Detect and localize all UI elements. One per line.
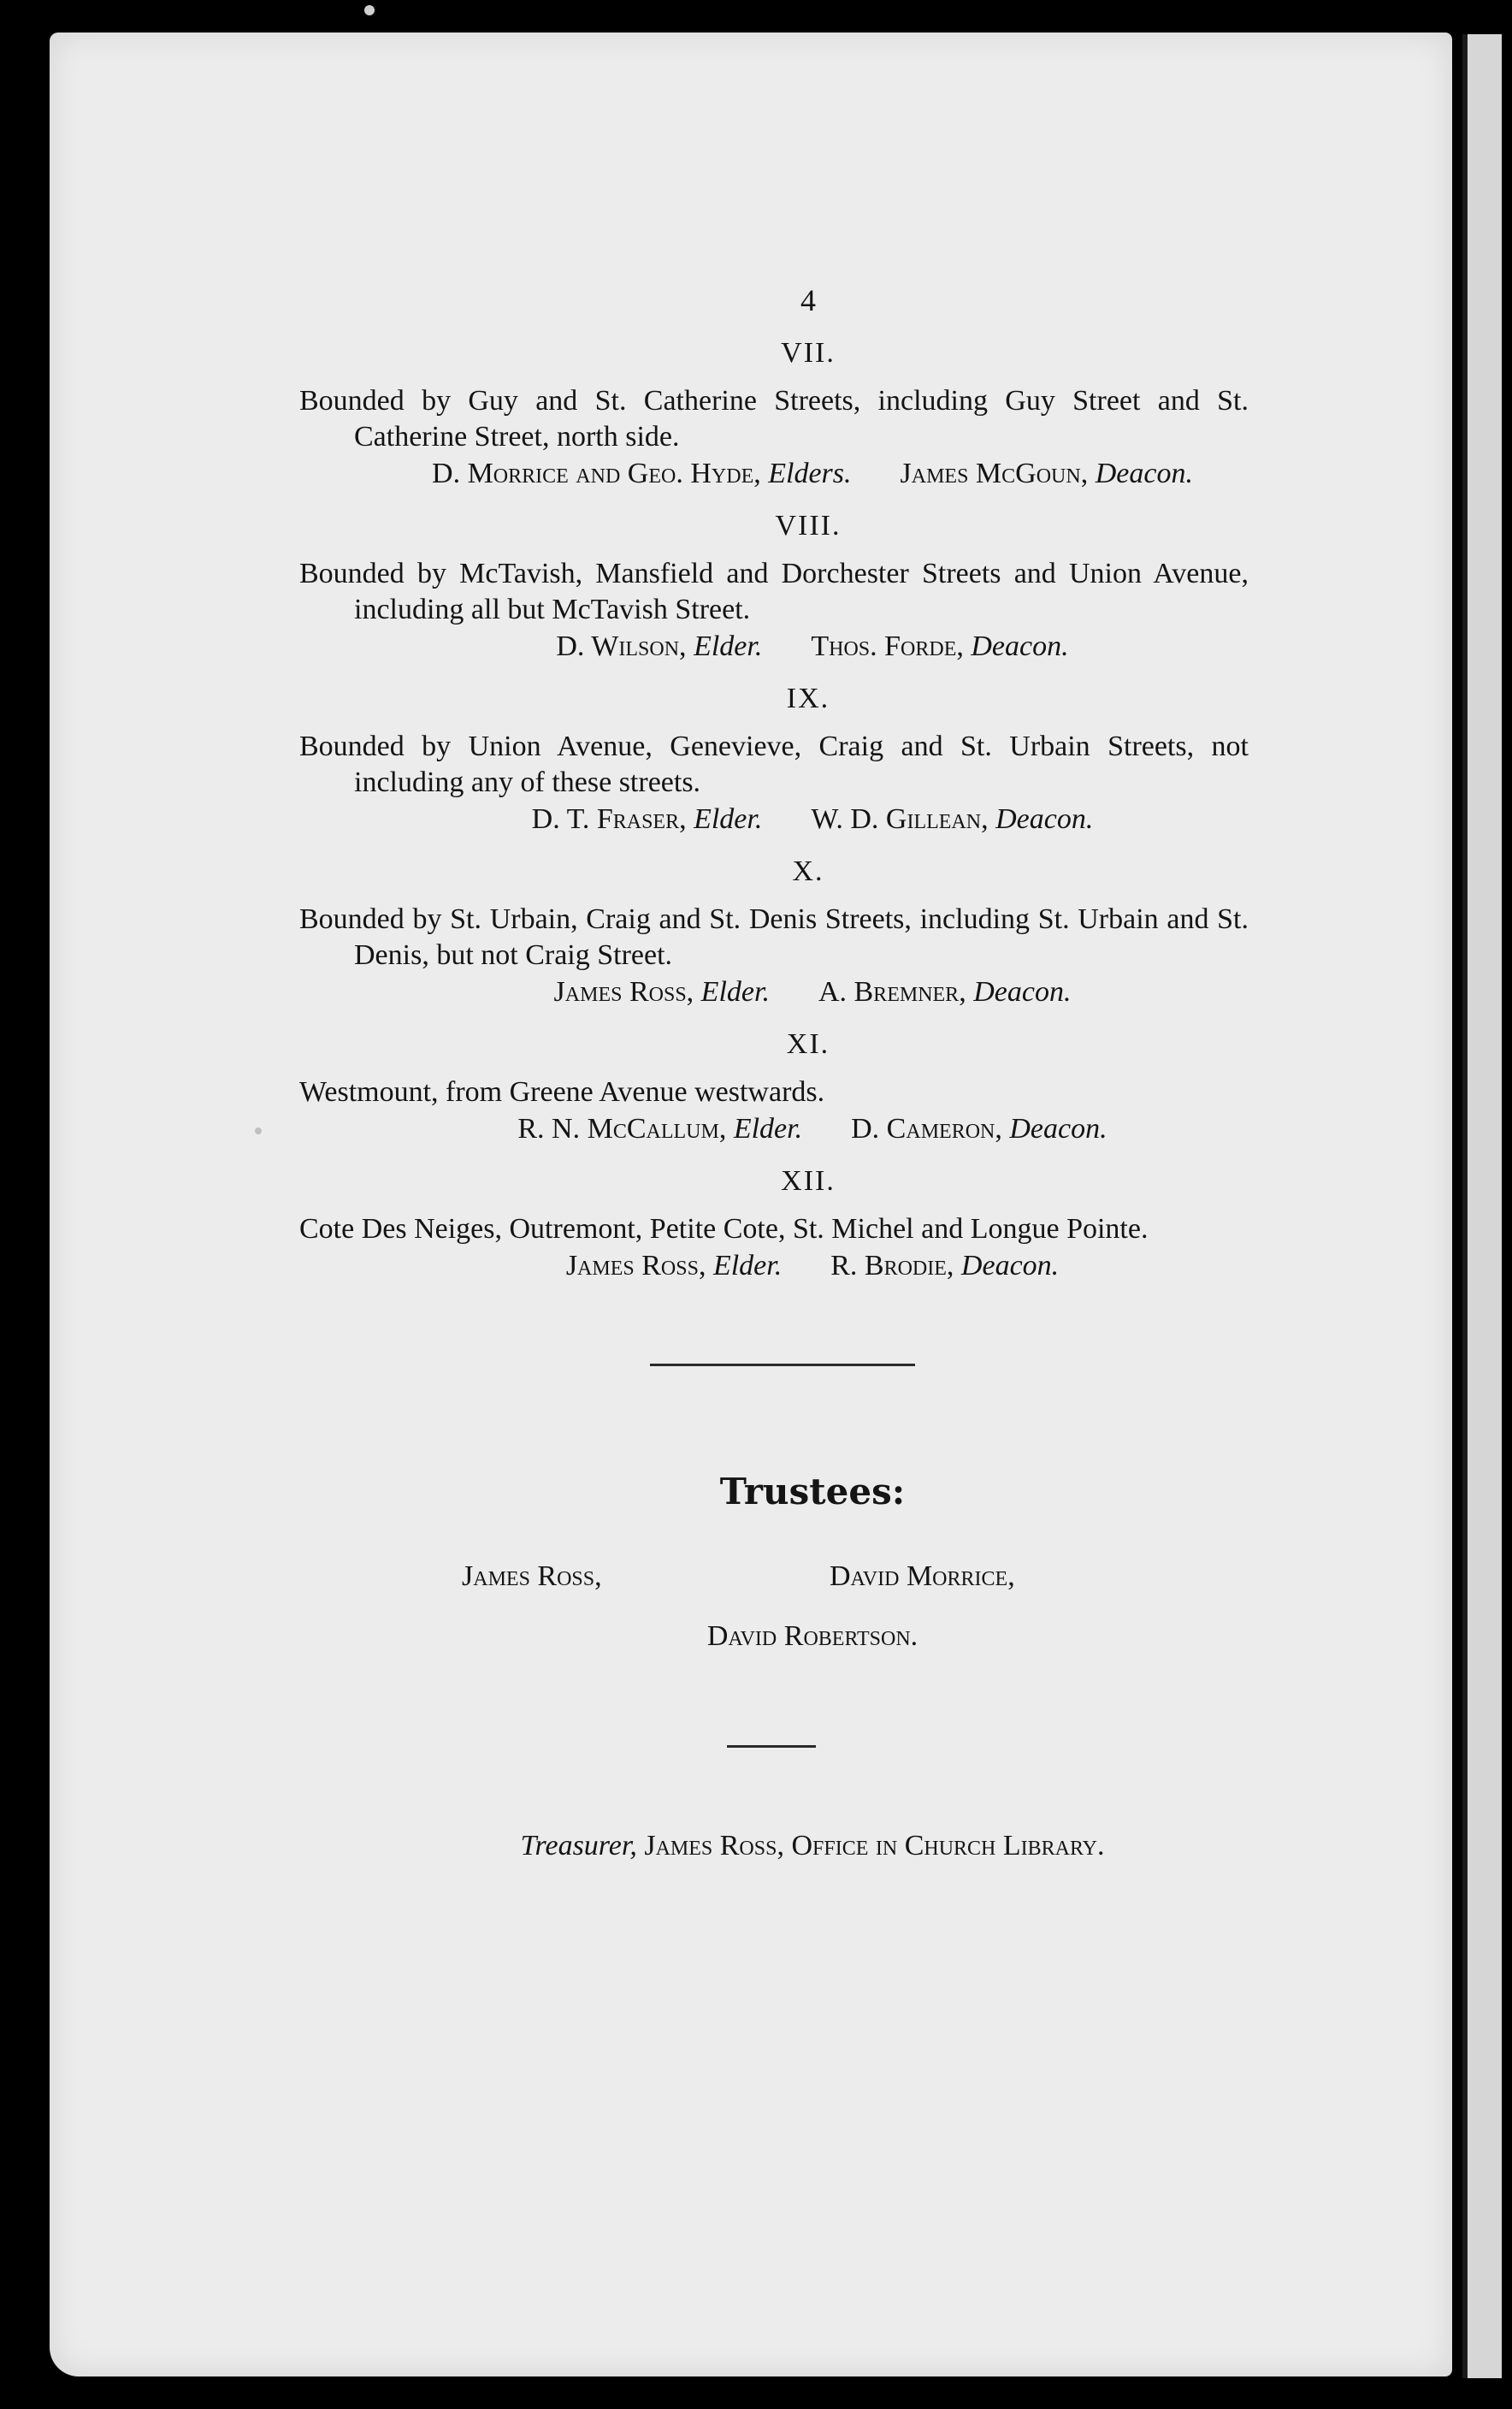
- district-officers: [299, 801, 1249, 838]
- deacon-title: Deacon.: [971, 630, 1069, 662]
- district-numeral: X.: [792, 855, 824, 887]
- section-divider: [727, 1745, 816, 1748]
- treasurer-text: James Ross, Office in Church Library.: [644, 1830, 1105, 1862]
- district-numeral: IX.: [786, 683, 830, 714]
- trustee-name: David Robertson.: [706, 1620, 918, 1652]
- deacon-title: Deacon.: [1095, 458, 1193, 489]
- district-numeral: VIII.: [775, 510, 842, 542]
- elder-title: Elder.: [733, 1113, 803, 1145]
- district-description: Cote Des Neiges, Outremont, Petite Cote, St. Michel and Longue Pointe.: [299, 1213, 1149, 1245]
- deacon-title: Deacon.: [973, 976, 1072, 1008]
- district-numeral: XI.: [786, 1028, 830, 1060]
- elder-names: D. Morrice and Geo. Hyde,: [432, 458, 761, 489]
- district-description: Bounded by McTavish, Mansfield and Dorchester Streets and Union Avenue, including all but McTavish Street.: [299, 558, 1249, 625]
- deacon-name: James McGoun,: [900, 458, 1089, 489]
- elder-names: D. T. Fraser,: [531, 803, 687, 835]
- district-description: Bounded by Guy and St. Catherine Streets, including Guy Street and St. Catherine Street, north side.: [299, 385, 1249, 453]
- elder-names: James Ross,: [565, 1250, 706, 1281]
- district-officers: [299, 1247, 1249, 1285]
- elder-names: D. Wilson,: [556, 630, 687, 662]
- deacon-title: Deacon.: [960, 1250, 1060, 1281]
- elder-title: Elder.: [694, 803, 763, 835]
- elder-names: R. N. McCallum,: [517, 1113, 727, 1145]
- scan-speck: [364, 5, 375, 15]
- district-description: Bounded by Union Avenue, Genevieve, Craig and St. Urbain Streets, not including any of these streets.: [299, 731, 1249, 798]
- district-description: Bounded by St. Urbain, Craig and St. Denis Streets, including St. Urbain and St. Denis, but not Craig Street.: [299, 903, 1249, 971]
- elder-title: Elder.: [712, 1250, 783, 1281]
- elder-title: Elder.: [694, 630, 763, 662]
- district-officers: [299, 455, 1249, 493]
- treasurer-title: Treasurer,: [520, 1830, 637, 1862]
- page-number: 4: [800, 283, 816, 317]
- trustee-name: James Ross,: [462, 1560, 602, 1592]
- deacon-name: D. Cameron,: [851, 1113, 1002, 1145]
- deacon-title: Deacon.: [995, 803, 1094, 835]
- scan-speck: [255, 1128, 262, 1134]
- district-officers: [299, 628, 1249, 666]
- district-numeral: XII.: [781, 1165, 836, 1197]
- district-description: Westmount, from Greene Avenue westwards.: [299, 1076, 825, 1108]
- district-officers: [299, 1110, 1249, 1148]
- adjacent-page-edge: [1462, 34, 1502, 2378]
- district-officers: [299, 974, 1249, 1011]
- district-numeral: VII.: [781, 337, 836, 369]
- page-content: [299, 282, 1249, 1862]
- trustees-heading: Trustees:: [719, 1471, 906, 1512]
- deacon-title: Deacon.: [1009, 1113, 1107, 1145]
- deacon-name: Thos. Forde,: [811, 630, 964, 662]
- trustees-row: [299, 1560, 1249, 1608]
- deacon-name: W. D. Gillean,: [811, 803, 989, 835]
- elder-title: Elder.: [700, 976, 770, 1008]
- deacon-name: A. Bremner,: [818, 976, 966, 1008]
- deacon-name: R. Brodie,: [830, 1250, 954, 1281]
- trustee-name: David Morrice,: [830, 1560, 1015, 1592]
- treasurer-line: [299, 1830, 1249, 1862]
- elder-names: James Ross,: [553, 976, 694, 1008]
- elder-title: Elders.: [768, 458, 852, 489]
- section-divider: [650, 1364, 915, 1366]
